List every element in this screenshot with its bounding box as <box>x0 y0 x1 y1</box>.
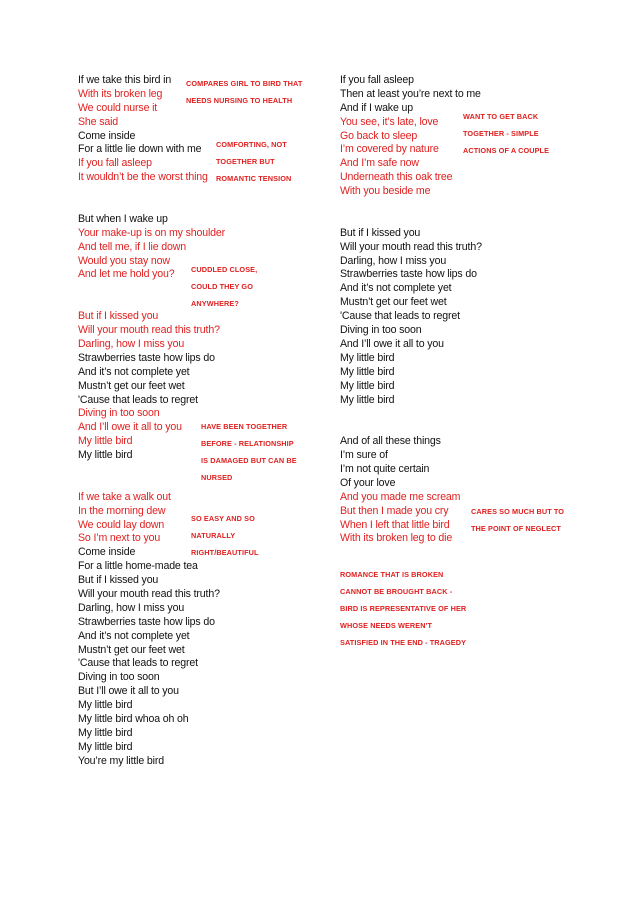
lyric-line: Mustn’t get our feet wet <box>78 379 185 392</box>
lyric-line: Would you stay now <box>78 254 170 267</box>
annotation-been-together <box>201 418 297 486</box>
lyric-line: If we take a walk out <box>78 490 171 503</box>
lyric-line: My little bird <box>78 726 133 739</box>
annotation-line: SO EASY AND SO <box>191 514 255 523</box>
annotation-compares-girl <box>186 75 302 109</box>
lyric-line: Diving in too soon <box>78 407 160 420</box>
lyric-line: But if I kissed you <box>78 574 159 587</box>
lyric-line: My little bird <box>78 449 133 462</box>
annotation-line: NEEDS NURSING TO HEALTH <box>186 96 293 105</box>
lyric-line: 'Cause that leads to regret <box>78 393 198 406</box>
lyric-line: But then I made you cry <box>340 504 449 517</box>
stanza-gap <box>340 407 620 435</box>
lyric-line: We could lay down <box>78 518 165 531</box>
annotation-line: TOGETHER - SIMPLE <box>463 129 539 138</box>
lyric-line: It wouldn’t be the worst thing <box>78 171 208 184</box>
lyric-line: Strawberries taste how lips do <box>78 351 215 364</box>
lyric-line: For a little lie down with me <box>78 143 202 156</box>
lyric-line: My little bird <box>340 351 395 364</box>
lyric-line: But if I kissed you <box>340 226 421 239</box>
lyric-line: Go back to sleep <box>340 129 418 142</box>
lyric-line: Darling, how I miss you <box>340 254 447 267</box>
annotation-comforting <box>216 136 291 187</box>
lyric-line: With its broken leg <box>78 87 163 100</box>
lyric-line: In the morning dew <box>78 504 166 517</box>
lyric-line: And I’ll owe it all to you <box>78 421 182 434</box>
lyric-line: I’m covered by nature <box>340 143 439 156</box>
lyric-line: My little bird whoa oh oh <box>78 713 189 726</box>
annotation-line: COMPARES GIRL TO BIRD THAT <box>186 79 303 88</box>
lyric-line: 'Cause that leads to regret <box>340 310 460 323</box>
lyric-line: If you fall asleep <box>340 74 414 86</box>
annotation-line: ROMANTIC TENSION <box>216 174 292 183</box>
lyric-line: And I’m safe now <box>340 157 419 170</box>
annotation-line: ANYWHERE? <box>191 299 239 308</box>
lyric-line: Will your mouth read this truth? <box>78 324 220 337</box>
annotation-line: COULD THEY GO <box>191 282 253 291</box>
lyric-line: Mustn’t get our feet wet <box>340 296 447 309</box>
annotation-line: HAVE BEEN TOGETHER <box>201 422 288 431</box>
lyric-line: With its broken leg to die <box>340 532 453 545</box>
lyric-line: And it’s not complete yet <box>78 365 190 378</box>
lyric-line: 'Cause that leads to regret <box>78 657 198 670</box>
lyric-line: With you beside me <box>340 185 431 198</box>
lyric-line: Underneath this oak tree <box>340 171 453 184</box>
lyric-line: Diving in too soon <box>78 671 160 684</box>
annotation-line: NATURALLY <box>191 531 236 540</box>
annotation-line: CUDDLED CLOSE, <box>191 265 258 274</box>
annotation-line: IS DAMAGED BUT CAN BE <box>201 456 297 465</box>
lyric-line: And if I wake up <box>340 101 413 114</box>
lyric-line: And it’s not complete yet <box>78 629 190 642</box>
lyric-line: But when I wake up <box>78 212 168 225</box>
annotation-line: THE POINT OF NEGLECT <box>471 524 561 533</box>
lyric-line: Will your mouth read this truth? <box>340 240 482 253</box>
lyric-line: Diving in too soon <box>340 324 422 337</box>
lyric-line: I’m not quite certain <box>340 462 430 475</box>
lyric-line: My little bird <box>78 435 133 448</box>
annotation-line: WANT TO GET BACK <box>463 112 539 121</box>
lyric-line: If you fall asleep <box>78 157 152 170</box>
annotation-line: ACTIONS OF A COUPLE <box>463 146 550 155</box>
lyric-line: My little bird <box>340 365 395 378</box>
lyric-line: Of your love <box>340 476 396 489</box>
lyric-line: Come inside <box>78 546 136 559</box>
lyric-line: Will your mouth read this truth? <box>78 588 220 600</box>
lyric-line: Then at least you’re next to me <box>340 87 481 100</box>
lyric-line: And you made me scream <box>340 490 461 503</box>
annotation-line: RIGHT/BEAUTIFUL <box>191 548 259 557</box>
lyric-line: My little bird <box>340 379 395 392</box>
annotation-line: TOGETHER BUT <box>216 157 275 166</box>
lyric-line: Come inside <box>78 129 136 142</box>
annotation-cares-so-much <box>471 503 564 537</box>
lyric-line: My little bird <box>78 740 133 753</box>
lyric-line: Mustn’t get our feet wet <box>78 643 185 656</box>
annotation-cuddled-close <box>191 261 257 312</box>
annotation-line: SATISFIED IN THE END - TRAGEDY <box>340 638 467 647</box>
lyric-line: My little bird <box>340 393 395 406</box>
lyric-line: And of all these things <box>340 435 441 448</box>
annotation-line: CARES SO MUCH BUT TO <box>471 507 565 516</box>
lyric-line: Darling, how I miss you <box>78 337 185 350</box>
lyric-line: You see, it’s late, love <box>340 115 439 128</box>
annotation-so-easy <box>191 510 259 561</box>
annotation-line: BIRD IS REPRESENTATIVE OF HER <box>340 604 467 613</box>
lyric-line: For a little home-made tea <box>78 560 198 573</box>
annotation-line: CANNOT BE BROUGHT BACK - <box>340 587 453 596</box>
lyric-line: Darling, how I miss you <box>78 601 185 614</box>
lyric-line: But if I kissed you <box>78 310 159 323</box>
annotation-line: WHOSE NEEDS WEREN'T <box>340 621 433 630</box>
lyric-line: But I’ll owe it all to you <box>78 685 179 698</box>
annotation-want-back <box>463 108 549 159</box>
lyric-line: Strawberries taste how lips do <box>78 615 215 628</box>
lyric-line: Strawberries taste how lips do <box>340 268 477 281</box>
lyric-line: When I left that little bird <box>340 518 450 531</box>
lyric-line: So I’m next to you <box>78 532 161 545</box>
lyric-line: Your make-up is on my shoulder <box>78 226 226 239</box>
lyric-line: And it’s not complete yet <box>340 282 452 295</box>
lyric-line: She said <box>78 115 119 128</box>
lyric-line: And let me hold you? <box>78 268 175 281</box>
lyric-line: If we take this bird in <box>78 74 172 86</box>
annotation-line: ROMANCE THAT IS BROKEN <box>340 570 444 579</box>
lyric-line: And tell me, if I lie down <box>78 240 186 253</box>
annotation-line: NURSED <box>201 473 233 482</box>
stanza-gap <box>78 185 328 213</box>
lyric-line: We could nurse it <box>78 101 158 114</box>
annotation-romance-broken <box>340 566 466 651</box>
lyric-line: You’re my little bird <box>78 754 164 767</box>
lyric-line: And I’ll owe it all to you <box>340 337 444 350</box>
stanza-gap <box>340 199 620 227</box>
lyric-line: My little bird <box>78 699 133 712</box>
annotation-line: COMFORTING, NOT <box>216 140 287 149</box>
annotation-line: BEFORE - RELATIONSHIP <box>201 439 294 448</box>
lyric-line: I’m sure of <box>340 449 388 462</box>
